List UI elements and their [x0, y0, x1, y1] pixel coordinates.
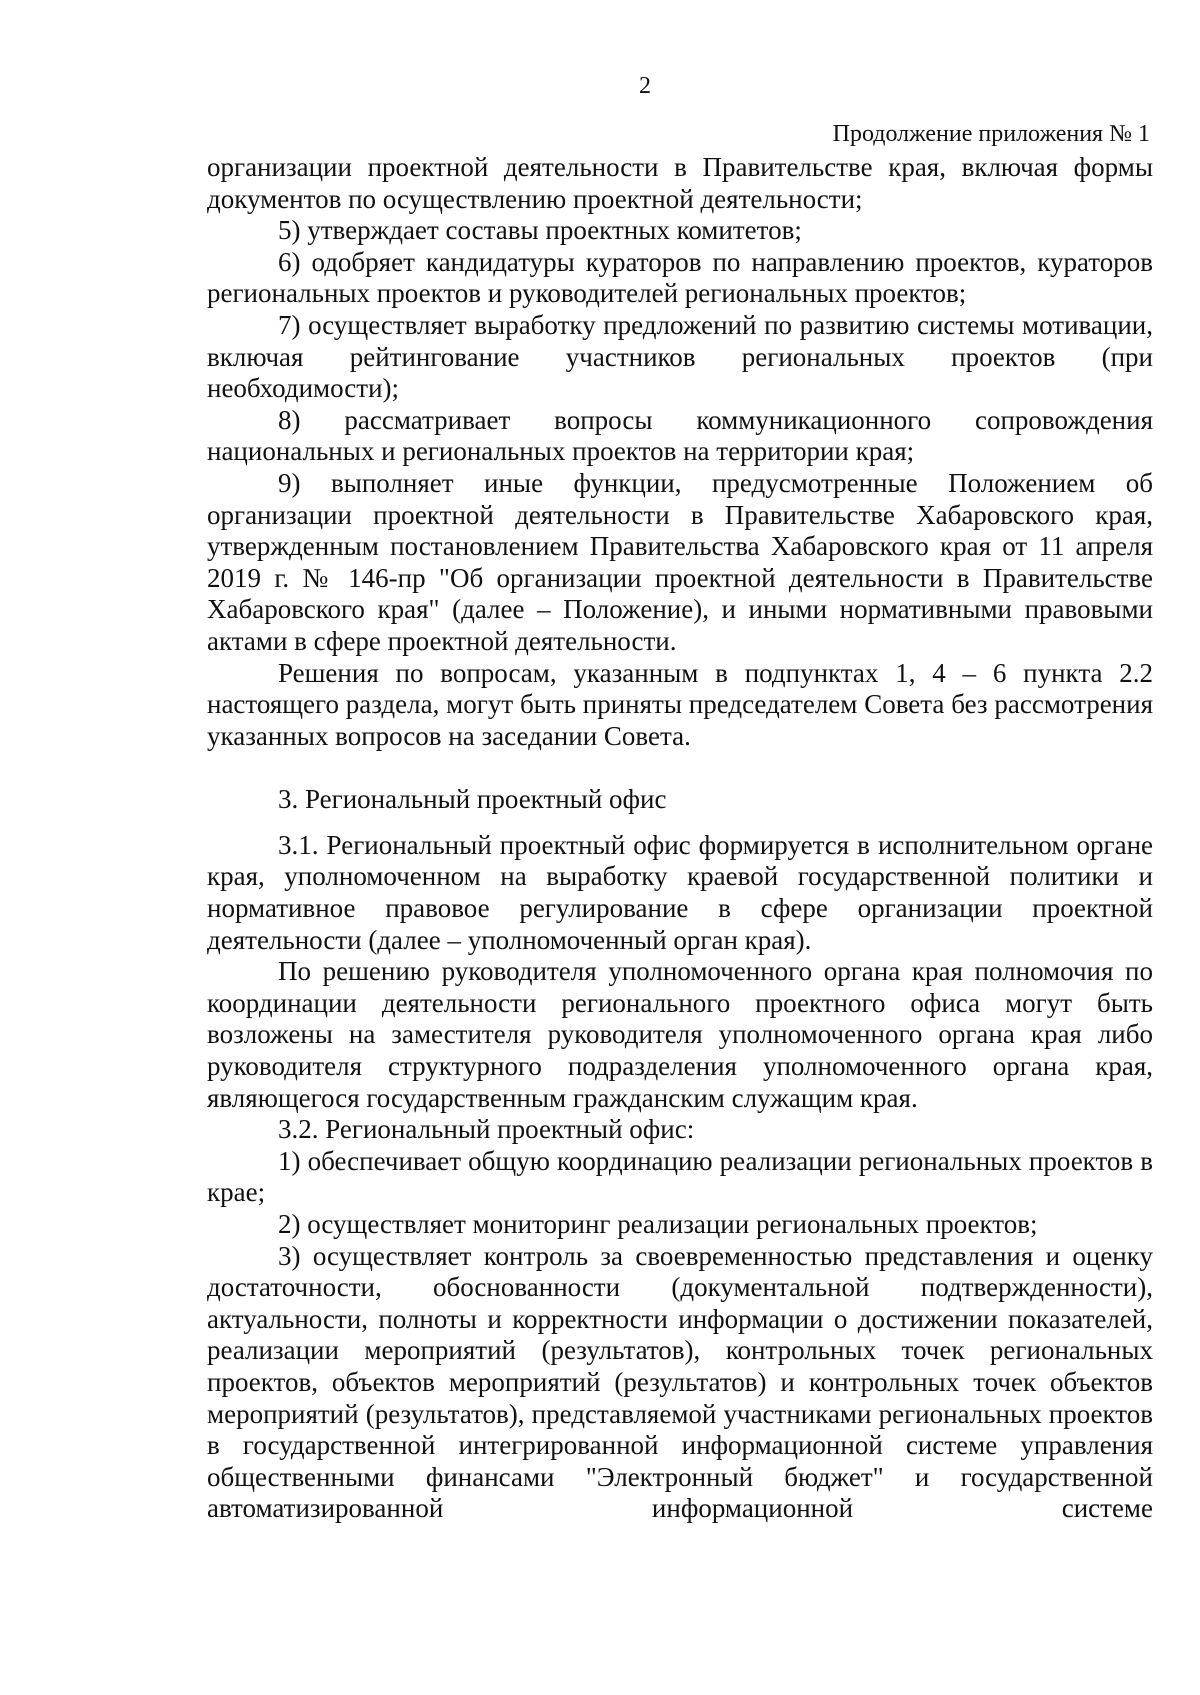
document-body [207, 152, 1153, 1525]
page-number: 2 [639, 73, 651, 99]
paragraph-decisions: Решения по вопросам, указанным в подпунктах 1, 4 – 6 пункта 2.2 настоящего раздела, могут быть приняты председателем Совета без рассмотрения указанных вопросов на заседании Совета. [207, 657, 1153, 751]
list-item-9: 9) выполняет иные функции, предусмотренные Положением об организации проектной деятельности в Правительстве Хабаровского края, утвержденным постановлением Правительства Хабаровского края от 11 апреля 2019 г. № 146-пр "Об организации проектной деятельности в Правительстве Хабаровского края" (далее – Положение), и иными нормативными правовыми актами в сфере проектной деятельности. [207, 467, 1153, 656]
paragraph: организации проектной деятельности в Правительстве края, включая формы документов по осуществлению проектной деятельности; [207, 152, 1153, 214]
list-item-5: 5) утверждает составы проектных комитетов; [278, 215, 802, 246]
appendix-continuation-label: Продолжение приложения № 1 [832, 121, 1150, 147]
clause-3-1: 3.1. Региональный проектный офис формируется в исполнительном органе края, уполномоченном на выработку краевой государственной политики и нормативное правовое регулирование в сфере организации проектной деятельности (далее – уполномоченный орган края). [207, 829, 1153, 955]
list-item-8: 8) рассматривает вопросы коммуникационного сопровождения национальных и региональных проектов на территории края; [207, 404, 1153, 467]
list-item-1: 1) обеспечивает общую координацию реализации региональных проектов в крае; [207, 1145, 1153, 1208]
list-item-6: 6) одобряет кандидатуры кураторов по направлению проектов, кураторов региональных проектов и руководителей региональных проектов; [207, 246, 1153, 309]
list-item-7: 7) осуществляет выработку предложений по развитию системы мотивации, включая рейтингование участников региональных проектов (при необходимости); [207, 309, 1153, 404]
list-item-3: 3) осуществляет контроль за своевременностью представления и оценку достаточности, обоснованности (документальной подтвержденности), актуальности, полноты и корректности информации о достижении показателей, реализации мероприятий (результатов), контрольных точек региональных проектов, объектов мероприятий (результатов) и контрольных точек объектов мероприятий (результатов), представляемой участниками региональных проектов в государственной интегрированной информационной системе управления общественными финансами "Электронный бюджет" и государственной автоматизированной информационной системе [207, 1240, 1153, 1524]
list-item-2: 2) осуществляет мониторинг реализации региональных проектов; [278, 1209, 1038, 1239]
paragraph-coordination: По решению руководителя уполномоченного органа края полномочия по координации деятельности регионального проектного офиса могут быть возложены на заместителя руководителя уполномоченного органа края либо руководителя структурного подразделения уполномоченного органа края, являющегося государственным гражданским служащим края. [207, 956, 1153, 1113]
section-heading-3: 3. Региональный проектный офис [278, 784, 667, 815]
clause-3-2: 3.2. Региональный проектный офис: [278, 1114, 695, 1145]
